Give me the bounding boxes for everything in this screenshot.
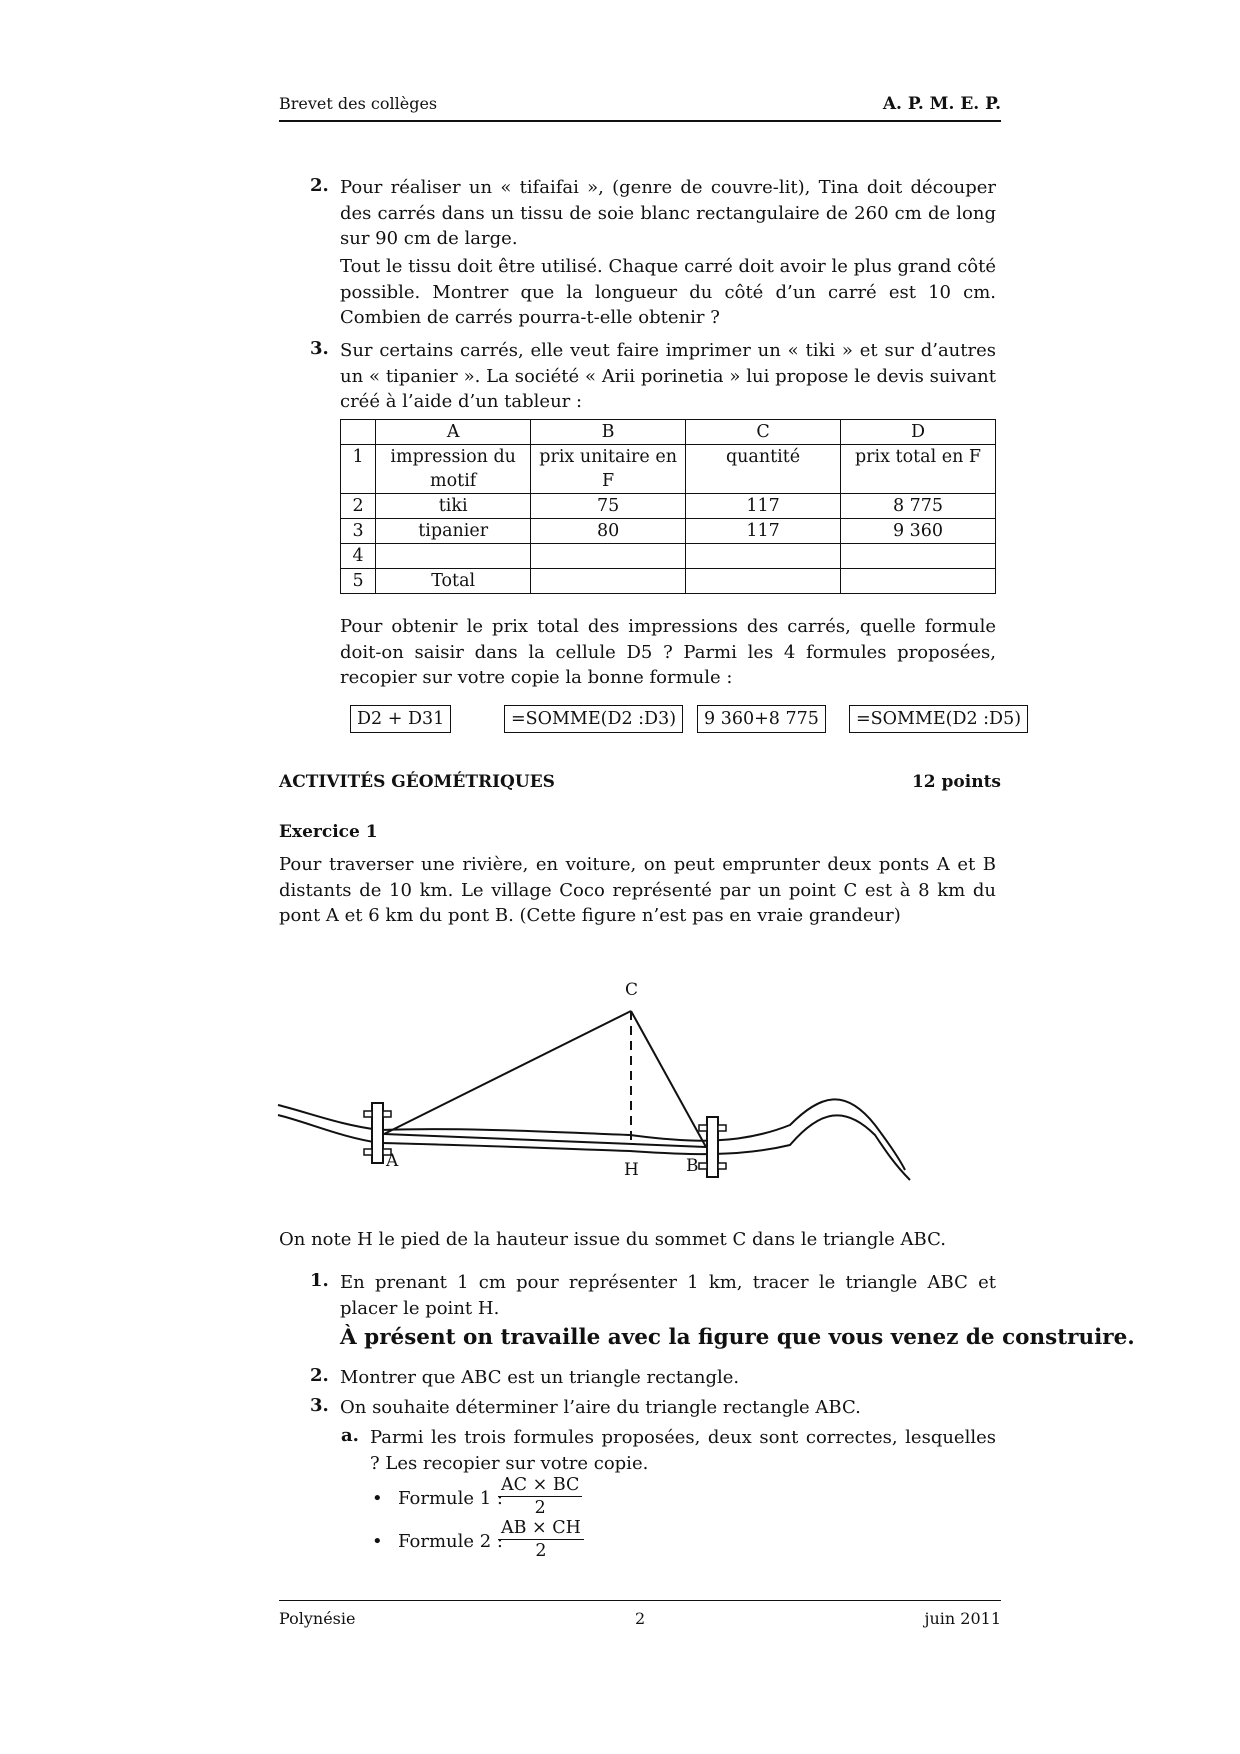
- table-cell: Total: [376, 569, 531, 594]
- ex-q1-number: 1.: [310, 1270, 329, 1291]
- formula1-denominator: 2: [534, 1498, 546, 1518]
- bullet-icon: •: [372, 1488, 383, 1509]
- segment-cb: [631, 1011, 706, 1147]
- triangle-figure: [270, 975, 960, 1205]
- table-row: [341, 544, 996, 569]
- ex-q3-text: On souhaite déterminer l’aire du triangle rectangle ABC.: [340, 1397, 861, 1418]
- note-h: On note H le pied de la hauteur issue du sommet C dans le triangle ABC.: [279, 1229, 946, 1250]
- ex-q3a-text: Parmi les trois formules proposées, deux sont correctes, lesquelles ? Les recopier sur votre copie.: [370, 1427, 996, 1474]
- table-cell: prix total en F: [841, 445, 996, 494]
- formula-option-1: D2 + D31: [350, 705, 451, 733]
- table-row: [341, 445, 996, 494]
- footer-right: juin 2011: [924, 1609, 1001, 1628]
- emphasis-text: À présent on travaille avec la figure que vous venez de construire.: [340, 1325, 1135, 1350]
- row-number: 4: [341, 544, 376, 569]
- table-cell: 80: [531, 519, 686, 544]
- exercise-intro: Pour traverser une rivière, en voiture, on peut emprunter deux ponts A et B distants de 10 km. Le village Coco représenté par un point C est à 8 km du pont A et 6 km du pont B. (Cette figure n’est pas en vraie grandeur): [279, 854, 996, 926]
- formula-option-3: 9 360+8 775: [697, 705, 826, 733]
- label-b: B: [686, 1156, 699, 1176]
- row-number: 2: [341, 494, 376, 519]
- label-a: A: [386, 1151, 399, 1171]
- table-row: [341, 494, 996, 519]
- col-header: A: [376, 420, 531, 445]
- page-header: [279, 94, 1001, 122]
- q2-number: 2.: [310, 175, 329, 196]
- ex-q3a-number: a.: [341, 1425, 359, 1446]
- formula2-denominator: 2: [535, 1541, 547, 1561]
- table-cell: 117: [686, 519, 841, 544]
- ex-q2-number: 2.: [310, 1365, 329, 1386]
- table-cell: [686, 569, 841, 594]
- formula1-label: Formule 1 :: [398, 1488, 503, 1509]
- section-points: 12 points: [911, 772, 1001, 792]
- table-cell: tiki: [376, 494, 531, 519]
- footer-page-number: 2: [635, 1609, 646, 1628]
- ex-q3-number: 3.: [310, 1395, 329, 1416]
- table-cell: prix unitaire en F: [531, 445, 686, 494]
- q3-after-text: Pour obtenir le prix total des impressions des carrés, quelle formule doit-on saisir dans la cellule D5 ? Parmi les 4 formules proposées, recopier sur votre copie la bonne formule :: [340, 616, 996, 688]
- q2-text2: Tout le tissu doit être utilisé. Chaque carré doit avoir le plus grand côté possible. Montrer que la longueur du côté d’un carré est 10 cm. Combien de carrés pourra-t-elle obtenir ?: [340, 256, 996, 328]
- bullet-icon: •: [372, 1531, 383, 1552]
- table-cell: [531, 544, 686, 569]
- table-cell: quantité: [686, 445, 841, 494]
- formula1-numerator: AC × BC: [498, 1474, 582, 1497]
- formula2-fraction: [498, 1517, 584, 1562]
- ex-q2-text: Montrer que ABC est un triangle rectangle.: [340, 1367, 740, 1388]
- row-number: 1: [341, 445, 376, 494]
- table-row: [341, 519, 996, 544]
- spreadsheet-table: [340, 419, 996, 594]
- table-header-row: [341, 420, 996, 445]
- exercise-title: Exercice 1: [279, 822, 378, 842]
- formula2-numerator: AB × CH: [498, 1517, 584, 1540]
- ex-q1-text: En prenant 1 cm pour représenter 1 km, tracer le triangle ABC et placer le point H.: [340, 1272, 996, 1319]
- label-h: H: [624, 1160, 639, 1180]
- table-cell: [841, 569, 996, 594]
- formula-option-4: =SOMME(D2 :D5): [849, 705, 1028, 733]
- table-cell: 75: [531, 494, 686, 519]
- page-footer: [279, 1600, 1001, 1641]
- q3-text: Sur certains carrés, elle veut faire imprimer un « tiki » et sur d’autres un « tipanier ». La société « Arii porinetia » lui propose le devis suivant créé à l’aide d’un tableur :: [340, 340, 996, 412]
- table-cell: 8 775: [841, 494, 996, 519]
- formula-option-2: =SOMME(D2 :D3): [504, 705, 683, 733]
- table-cell: 117: [686, 494, 841, 519]
- table-cell: [531, 569, 686, 594]
- col-header: D: [841, 420, 996, 445]
- corner-cell: [341, 420, 376, 445]
- formula2-label: Formule 2 :: [398, 1531, 503, 1552]
- col-header: B: [531, 420, 686, 445]
- row-number: 5: [341, 569, 376, 594]
- segment-ac: [384, 1011, 631, 1134]
- col-header: C: [686, 420, 841, 445]
- row-number: 3: [341, 519, 376, 544]
- table-cell: tipanier: [376, 519, 531, 544]
- table-cell: [686, 544, 841, 569]
- label-c: C: [625, 980, 639, 1000]
- q3-number: 3.: [310, 338, 329, 359]
- header-left: Brevet des collèges: [279, 94, 438, 113]
- table-cell: [376, 544, 531, 569]
- header-right: A. P. M. E. P.: [882, 94, 1001, 114]
- footer-left: Polynésie: [279, 1609, 356, 1628]
- section-title: ACTIVITÉS GÉOMÉTRIQUES: [279, 772, 555, 792]
- q2-text1: Pour réaliser un « tifaifai », (genre de couvre-lit), Tina doit découper des carrés dans un tissu de soie blanc rectangulaire de 260 cm de long sur 90 cm de large.: [340, 177, 996, 249]
- table-cell: 9 360: [841, 519, 996, 544]
- table-cell: impression du motif: [376, 445, 531, 494]
- table-row: [341, 569, 996, 594]
- formula1-fraction: [498, 1474, 582, 1519]
- table-cell: [841, 544, 996, 569]
